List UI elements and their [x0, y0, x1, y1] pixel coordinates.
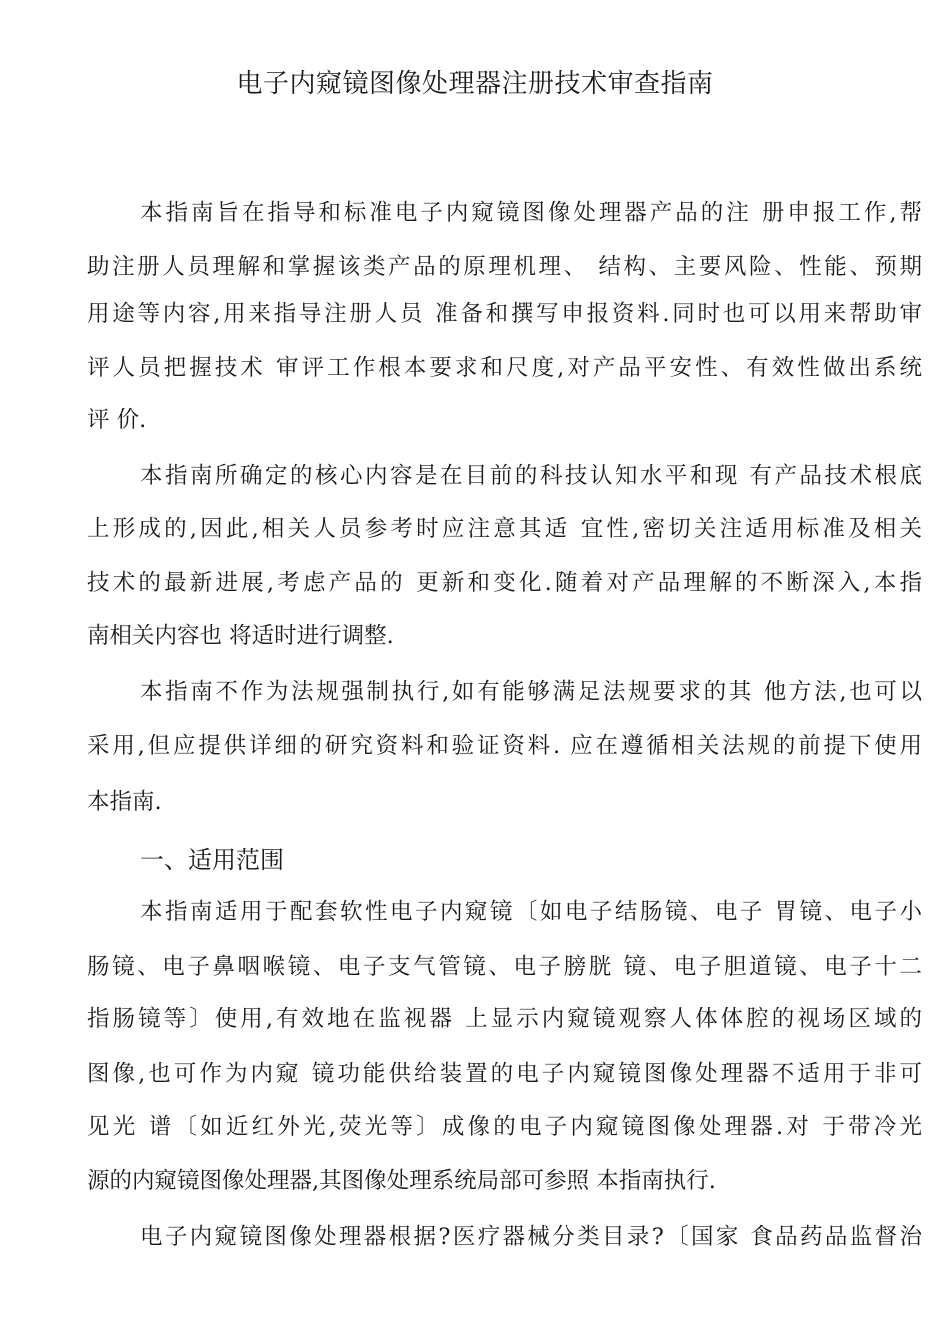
paragraph-line: 本指南. — [87, 789, 162, 815]
paragraph-line: 技术的最新进展,考虑产品的 更新和变化.随着对产品理解的不断深入,本指 — [87, 570, 922, 596]
paragraph-line: 上形成的,因此,相关人员参考时应注意其适 宜性,密切关注适用标准及相关 — [87, 516, 922, 542]
section-heading-scope: 一、适用范围 — [140, 846, 284, 874]
paragraph-line: 肠镜、电子鼻咽喉镜、电子支气管镜、电子膀胱 镜、电子胆道镜、电子十二 — [87, 954, 922, 980]
paragraph-line: 源的内窥镜图像处理器,其图像处理系统局部可参照 本指南执行. — [87, 1168, 716, 1194]
paragraph-line: 采用,但应提供详细的研究资料和验证资料. 应在遵循相关法规的前提下使用 — [87, 733, 922, 759]
paragraph-line: 助注册人员理解和掌握该类产品的原理机理、 结构、主要风险、性能、预期 — [87, 254, 922, 280]
paragraph-line: 本指南适用于配套软性电子内窥镜〔如电子结肠镜、电子 胃镜、电子小 — [140, 899, 922, 925]
paragraph-line: 本指南所确定的核心内容是在目前的科技认知水平和现 有产品技术根底 — [140, 463, 922, 489]
paragraph-line: 图像,也可作为内窥 镜功能供给装置的电子内窥镜图像处理器不适用于非可 — [87, 1061, 922, 1087]
paragraph-line: 指肠镜等〕使用,有效地在监视器 上显示内窥镜观察人体体腔的视场区域的 — [87, 1006, 922, 1032]
paragraph-line: 见光 谱〔如近红外光,荧光等〕成像的电子内窥镜图像处理器.对 于带冷光 — [87, 1114, 922, 1140]
paragraph-line: 电子内窥镜图像处理器根据?医疗器械分类目录?〔国家 食品药品监督治 — [140, 1224, 922, 1250]
document-title: 电子内窥镜图像处理器注册技术审查指南 — [236, 69, 714, 99]
paragraph-line: 用途等内容,用来指导注册人员 准备和撰写申报资料.同时也可以用来帮助审 — [87, 301, 922, 327]
paragraph-line: 评人员把握技术 审评工作根本要求和尺度,对产品平安性、有效性做出系统 — [87, 355, 922, 381]
paragraph-line: 本指南不作为法规强制执行,如有能够满足法规要求的其 他方法,也可以 — [140, 679, 922, 705]
paragraph-line: 本指南旨在指导和标准电子内窥镜图像处理器产品的注 册申报工作,帮 — [140, 200, 922, 226]
paragraph-line: 评 价. — [87, 407, 147, 433]
paragraph-line: 南相关内容也 将适时进行调整. — [87, 623, 394, 649]
